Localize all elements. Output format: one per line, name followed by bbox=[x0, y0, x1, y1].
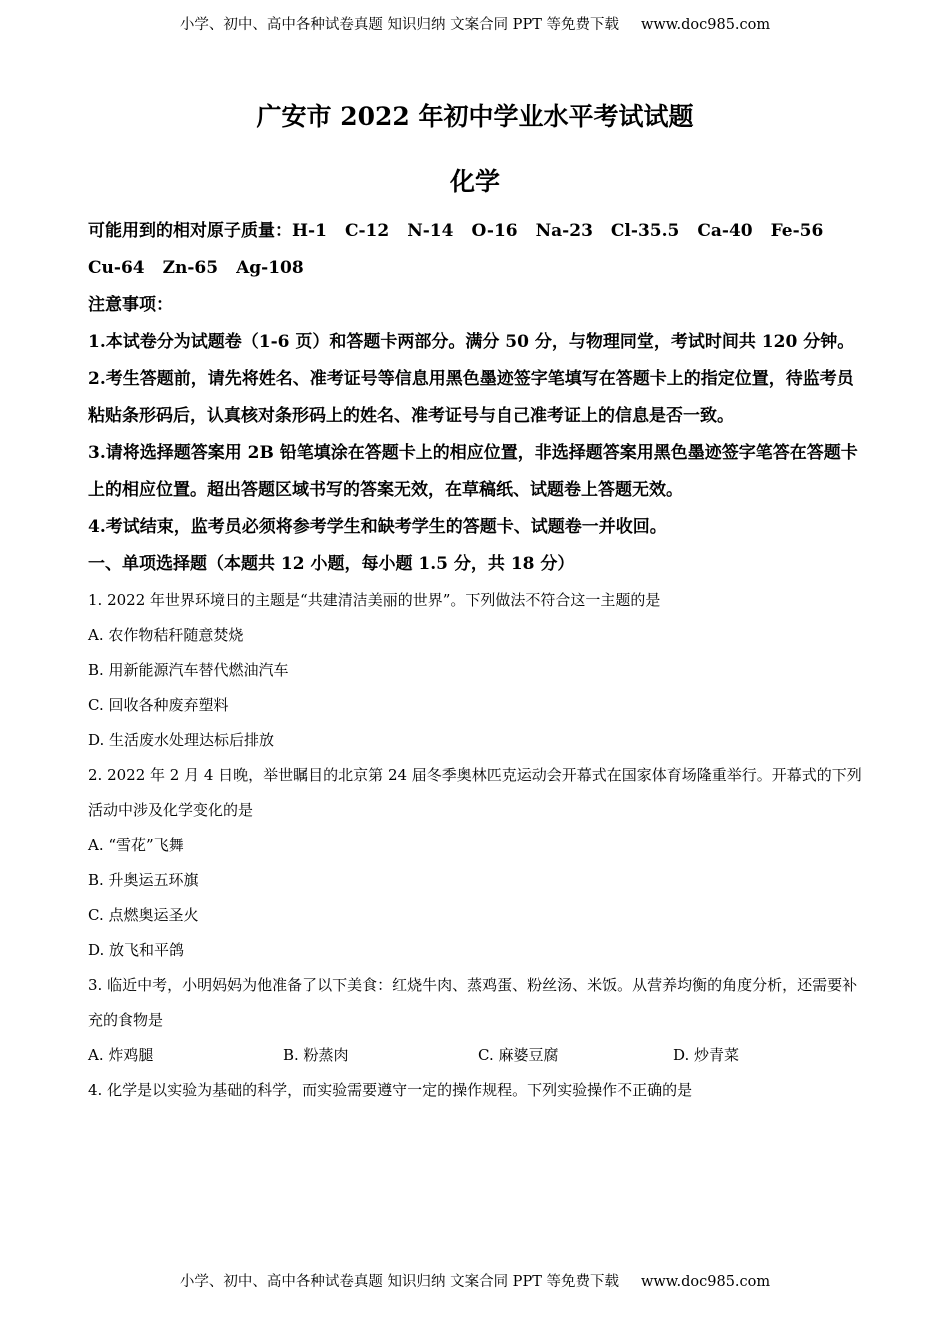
notes-heading: 注意事项： bbox=[88, 295, 173, 315]
header-site[interactable]: www.doc985.com bbox=[640, 17, 771, 33]
q2-option-d: D. 放飞和平鸽 bbox=[88, 941, 185, 959]
mass-item: C-12 bbox=[344, 221, 390, 241]
mass-item: Cu-64 bbox=[88, 258, 145, 278]
q1-option-c: C. 回收各种废弃塑料 bbox=[88, 696, 229, 714]
q3-option-c: C. 麻婆豆腐 bbox=[478, 1046, 559, 1064]
question-4-stem: 4. 化学是以实验为基础的科学，而实验需要遵守一定的操作规程。下列实验操作不正确的是 bbox=[88, 1081, 693, 1099]
q3-option-b: B. 粉蒸肉 bbox=[283, 1046, 349, 1064]
q2-option-a: A. “雪花”飞舞 bbox=[88, 836, 184, 854]
q1-option-d: D. 生活废水处理达标后排放 bbox=[88, 731, 275, 749]
mass-item: Na-23 bbox=[535, 221, 593, 241]
question-3-stem: 3. 临近中考，小明妈妈为他准备了以下美食：红烧牛肉、蒸鸡蛋、粉丝汤、米饭。从营养均衡的角度分析，还需要补充的食物是 bbox=[88, 976, 858, 1029]
atomic-masses-line2 bbox=[88, 250, 868, 287]
exam-content bbox=[88, 213, 868, 1108]
header-text: 小学、初中、高中各种试卷真题 知识归纳 文案合同 PPT 等免费下载 bbox=[179, 17, 619, 33]
page-footer bbox=[0, 1270, 950, 1291]
mass-item: H-1 bbox=[292, 221, 327, 241]
mass-item: Zn-65 bbox=[162, 258, 219, 278]
atomic-masses-label: 可能用到的相对原子质量： bbox=[88, 221, 292, 241]
footer-text: 小学、初中、高中各种试卷真题 知识归纳 文案合同 PPT 等免费下载 bbox=[179, 1274, 619, 1290]
q1-option-b: B. 用新能源汽车替代燃油汽车 bbox=[88, 661, 289, 679]
note-item: 4.考试结束，监考员必须将参考学生和缺考学生的答题卡、试题卷一并收回。 bbox=[88, 517, 667, 537]
mass-item: Cl-35.5 bbox=[610, 221, 680, 241]
footer-site[interactable]: www.doc985.com bbox=[640, 1274, 771, 1290]
q1-option-a: A. 农作物秸秆随意焚烧 bbox=[88, 626, 244, 644]
atomic-masses-line1 bbox=[88, 213, 868, 250]
mass-item: Ag-108 bbox=[236, 258, 304, 278]
section-heading: 一、单项选择题（本题共 12 小题，每小题 1.5 分，共 18 分） bbox=[88, 554, 575, 574]
mass-item: O-16 bbox=[471, 221, 518, 241]
note-item: 3.请将选择题答案用 2B 铅笔填涂在答题卡上的相应位置，非选择题答案用黑色墨迹签字笔答在答题卡上的相应位置。超出答题区域书写的答案无效，在草稿纸、试题卷上答题无效。 bbox=[88, 443, 858, 500]
q3-option-d: D. 炒青菜 bbox=[673, 1046, 740, 1064]
note-item: 2.考生答题前，请先将姓名、准考证号等信息用黑色墨迹签字笔填写在答题卡上的指定位置，待监考员粘贴条形码后，认真核对条形码上的姓名、准考证号与自己准考证上的信息是否一致。 bbox=[88, 369, 854, 426]
q2-option-b: B. 升奥运五环旗 bbox=[88, 871, 199, 889]
mass-item: Fe-56 bbox=[770, 221, 824, 241]
note-item: 1.本试卷分为试题卷（1-6 页）和答题卡两部分。满分 50 分，与物理同堂，考试时间共 120 分钟。 bbox=[88, 332, 855, 352]
mass-item: N-14 bbox=[407, 221, 454, 241]
question-2-stem: 2. 2022 年 2 月 4 日晚，举世瞩目的北京第 24 届冬季奥林匹克运动会开幕式在国家体育场隆重举行。开幕式的下列活动中涉及化学变化的是 bbox=[88, 766, 862, 819]
q3-option-a: A. 炸鸡腿 bbox=[88, 1046, 154, 1064]
question-1-stem: 1. 2022 年世界环境日的主题是“共建清洁美丽的世界”。下列做法不符合这一主题的是 bbox=[88, 591, 661, 609]
mass-item: Ca-40 bbox=[697, 221, 753, 241]
subject-title: 化学 bbox=[449, 167, 500, 196]
exam-title: 广安市 2022 年初中学业水平考试试题 bbox=[256, 102, 694, 131]
q3-options bbox=[88, 1038, 868, 1073]
page-header bbox=[0, 13, 950, 34]
notes bbox=[88, 287, 868, 546]
q2-option-c: C. 点燃奥运圣火 bbox=[88, 906, 199, 924]
